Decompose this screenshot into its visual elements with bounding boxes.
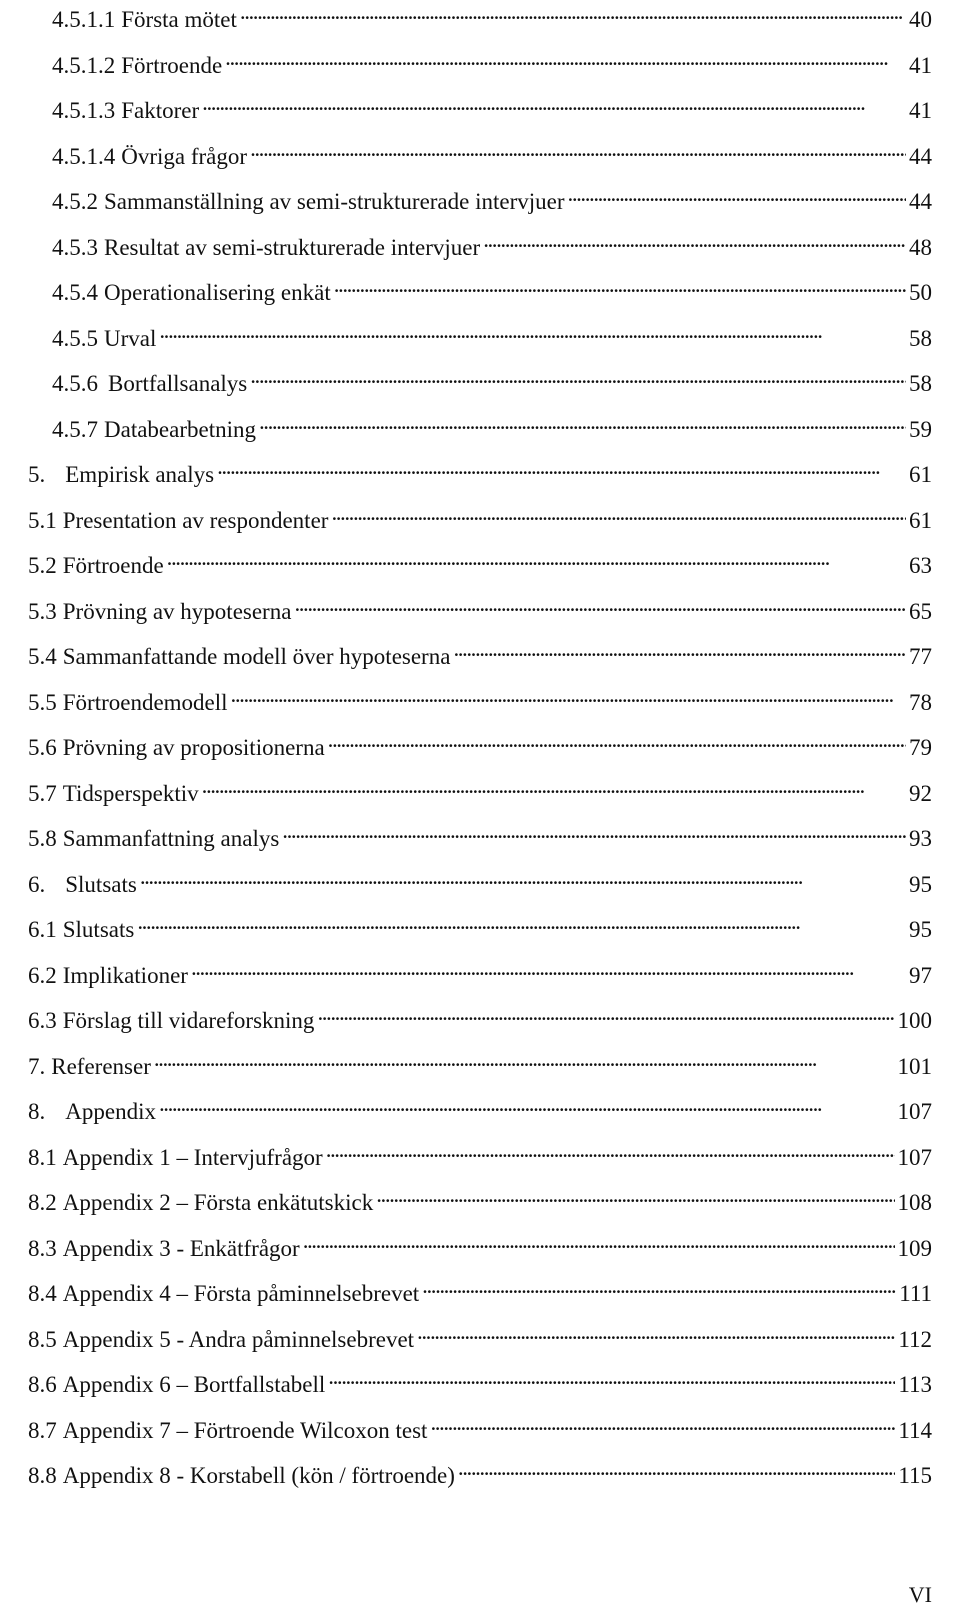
toc-entry-number: 4.5.3 [52,235,98,260]
toc-entry[interactable] [28,498,932,533]
toc-entry-number: 4.5.1.4 [52,144,116,169]
toc-entry-title: Förtroende [121,53,223,78]
toc-entry[interactable] [28,1453,932,1488]
toc-entry-page-number: 40 [909,7,932,32]
toc-entry-text [28,1461,455,1491]
toc-dot-leader [191,953,906,983]
toc-entry-title: Tidsperspektiv [62,781,199,806]
toc-entry-text [28,779,199,809]
toc-entry-title: Appendix 6 – Bortfallstabell [62,1372,326,1397]
toc-entry-page-number: 78 [909,690,932,715]
toc-entry-title: Referenser [51,1054,151,1079]
toc-entry-title: Appendix 7 – Förtroende Wilcoxon test [62,1418,428,1443]
toc-dot-leader [483,225,906,255]
toc-entry-page-number: 97 [909,963,932,988]
toc-entry-title: Övriga frågor [121,144,248,169]
toc-entry-title: Förslag till vidareforskning [62,1008,315,1033]
toc-entry-title: Databearbetning [104,417,256,442]
toc-entry-text [28,460,214,490]
toc-dot-leader [326,1135,895,1165]
toc-dot-leader [250,361,906,391]
toc-entry-page-number: 63 [909,553,932,578]
toc-entry-title: Sammanställning av semi-strukturerade intervjuer [104,189,565,214]
toc-entry-text [52,369,247,399]
toc-entry-number: 4.5.1.2 [52,53,116,78]
toc-entry-title: Resultat av semi-strukturerade intervjuer [104,235,481,260]
toc-entry[interactable] [28,589,932,624]
toc-entry-number: 6.1 [28,917,57,942]
toc-entry-number: 8.3 [28,1236,57,1261]
toc-dot-leader [140,862,906,892]
toc-entry-page-number: 44 [909,189,932,214]
toc-entry-text [28,1370,325,1400]
toc-entry-page-number: 50 [909,280,932,305]
toc-entry-title: Sammanfattande modell över hypoteserna [62,644,451,669]
toc-entry[interactable] [28,771,932,806]
toc-entry-number: 8.5 [28,1327,57,1352]
toc-entry-number: 5.3 [28,599,57,624]
toc-entry[interactable] [52,361,932,396]
toc-dot-leader [282,816,906,846]
toc-entry[interactable] [28,1317,932,1352]
toc-entry-text [28,824,279,854]
toc-entry-page-number: 107 [897,1099,932,1124]
toc-dot-leader [317,998,894,1028]
toc-entry-number: 5.8 [28,826,57,851]
toc-entry-title: Förtroendemodell [62,690,228,715]
toc-entry[interactable] [52,270,932,305]
toc-entry[interactable] [28,1135,932,1170]
toc-entry[interactable] [52,316,932,351]
toc-entry-title: Appendix 2 – Första enkätutskick [62,1190,374,1215]
toc-entry-title: Prövning av propositionerna [62,735,325,760]
toc-entry-text [52,187,565,217]
toc-entry-text [28,1325,414,1355]
toc-entry-page-number: 100 [897,1008,932,1033]
toc-dot-leader [231,680,906,710]
toc-entry-title: Bortfallsanalys [108,371,248,396]
toc-dot-leader [376,1180,894,1210]
toc-dot-leader [422,1271,896,1301]
toc-dot-leader [294,589,906,619]
toc-entry-number: 8.7 [28,1418,57,1443]
toc-entry-text [28,688,228,718]
toc-entry[interactable] [28,1180,932,1215]
toc-entry-title: Appendix 1 – Intervjufrågor [62,1145,323,1170]
toc-entry[interactable] [52,0,932,32]
toc-entry-text [52,278,331,308]
toc-dot-leader [328,1362,895,1392]
toc-entry-text [28,1052,151,1082]
toc-entry-text [52,5,237,35]
toc-entry[interactable] [28,725,932,760]
toc-entry-number: 4.5.4 [52,280,98,305]
toc-entry-text [28,1234,300,1264]
toc-entry-page-number: 59 [909,417,932,442]
toc-entry-number: 4.5.5 [52,326,98,351]
toc-entry-title: Empirisk analys [65,462,215,487]
toc-dot-leader [240,0,906,27]
toc-entry-number: 4.5.1.1 [52,7,116,32]
toc-dot-leader [259,407,906,437]
toc-entry-page-number: 48 [909,235,932,260]
toc-dot-leader [202,88,906,118]
toc-entry-text [28,870,137,900]
toc-entry-page-number: 111 [899,1281,932,1306]
toc-dot-leader [159,1089,895,1119]
toc-entry-page-number: 95 [909,917,932,942]
toc-dot-leader [217,452,906,482]
toc-entry-title: Appendix 8 - Korstabell (kön / förtroende) [62,1463,455,1488]
toc-entry[interactable] [28,907,932,942]
toc-entry[interactable] [52,407,932,442]
toc-entry-number: 4.5.6 [52,371,98,396]
toc-entry-text [28,1006,314,1036]
toc-dot-leader [303,1226,895,1256]
toc-entry-text [52,415,256,445]
toc-entry[interactable] [28,634,932,669]
toc-entry-text [28,1188,373,1218]
toc-entry-number: 5.5 [28,690,57,715]
toc-entry-title: Operationalisering enkät [104,280,331,305]
toc-entry-number: 8.8 [28,1463,57,1488]
toc-entry-text [28,1416,427,1446]
toc-entry-text [28,1143,323,1173]
toc-entry-number: 5. [28,462,46,487]
toc-dot-leader [334,270,906,300]
toc-entry-page-number: 112 [898,1327,932,1352]
toc-entry-title: Appendix [65,1099,156,1124]
toc-entry[interactable] [28,862,932,897]
toc-entry-text [28,506,328,536]
toc-entry-page-number: 92 [909,781,932,806]
toc-entry-page-number: 58 [909,326,932,351]
toc-entry-number: 8. [28,1099,46,1124]
toc-entry-text [28,1097,156,1127]
toc-dot-leader [328,725,906,755]
toc-entry[interactable] [52,88,932,123]
toc-entry-text [52,51,222,81]
toc-entry-page-number: 58 [909,371,932,396]
toc-entry-page-number: 115 [898,1463,932,1488]
toc-dot-leader [458,1453,895,1483]
toc-dot-leader [137,907,906,937]
toc-dot-leader [167,543,906,573]
toc-entry-number: 8.1 [28,1145,57,1170]
toc-entry-page-number: 77 [909,644,932,669]
toc-entry-page-number: 107 [897,1145,932,1170]
toc-entry[interactable] [28,1044,932,1079]
toc-entry-title: Sammanfattning analys [62,826,280,851]
toc-entry[interactable] [28,680,932,715]
toc-entry-title: Presentation av respondenter [62,508,329,533]
toc-entry-number: 8.2 [28,1190,57,1215]
toc-entry-number: 8.4 [28,1281,57,1306]
toc-dot-leader [417,1317,895,1347]
toc-entry-page-number: 61 [909,508,932,533]
toc-entry-number: 5.4 [28,644,57,669]
toc-entry-page-number: 79 [909,735,932,760]
toc-entry-title: Urval [104,326,157,351]
toc-entry-page-number: 44 [909,144,932,169]
toc-entry-number: 4.5.7 [52,417,98,442]
toc-entry-text [52,233,480,263]
toc-entry-title: Appendix 3 - Enkätfrågor [62,1236,300,1261]
toc-dot-leader [159,316,906,346]
toc-entry[interactable] [28,1271,932,1306]
toc-entry-text [52,142,247,172]
toc-entry-page-number: 61 [909,462,932,487]
toc-entry-title: Implikationer [62,963,188,988]
toc-entry-text [28,915,134,945]
toc-entry-page-number: 109 [897,1236,932,1261]
toc-entry-title: Appendix 4 – Första påminnelsebrevet [62,1281,420,1306]
toc-dot-leader [225,43,906,73]
toc-dot-leader [430,1408,895,1438]
toc-dot-leader [154,1044,895,1074]
toc-entry-number: 6. [28,872,46,897]
toc-entry-title: Slutsats [65,872,137,897]
toc-entry-title: Faktorer [121,98,200,123]
toc-entry-text [28,551,164,581]
toc-entry-page-number: 113 [898,1372,932,1397]
toc-entry[interactable] [52,43,932,78]
toc-entry-text [52,96,199,126]
toc-entry-text [52,324,156,354]
toc-entry-text [28,1279,419,1309]
toc-entry[interactable] [28,1362,932,1397]
toc-entry-page-number: 65 [909,599,932,624]
toc-entry[interactable] [28,816,932,851]
toc-entry-number: 5.6 [28,735,57,760]
toc-entry-title: Första mötet [121,7,237,32]
toc-entry-title: Prövning av hypoteserna [62,599,292,624]
toc-entry-number: 6.3 [28,1008,57,1033]
toc-entry[interactable] [52,225,932,260]
toc-entry[interactable] [28,452,932,487]
toc-entry-number: 4.5.1.3 [52,98,116,123]
toc-entry-number: 7. [28,1054,46,1079]
toc-entry-number: 6.2 [28,963,57,988]
toc-entry[interactable] [28,1408,932,1443]
toc-dot-leader [202,771,906,801]
toc-entry[interactable] [52,179,932,214]
toc-entry-page-number: 41 [909,53,932,78]
toc-entry-number: 5.1 [28,508,57,533]
toc-entry[interactable] [28,1226,932,1261]
toc-entry-page-number: 114 [898,1418,932,1443]
toc-entry[interactable] [28,543,932,578]
toc-dot-leader [331,498,906,528]
toc-entry-page-number: 93 [909,826,932,851]
toc-dot-leader [453,634,906,664]
toc-entry-text [28,642,450,672]
toc-entry[interactable] [28,998,932,1033]
toc-entry-text [28,961,188,991]
toc-entry-text [28,597,291,627]
toc-entry-page-number: 41 [909,98,932,123]
toc-dot-leader [250,134,906,164]
toc-entry-number: 5.7 [28,781,57,806]
toc-entry-number: 4.5.2 [52,189,98,214]
toc-entry[interactable] [28,1089,932,1124]
toc-dot-leader [568,179,906,209]
toc-entry-page-number: 101 [897,1054,932,1079]
toc-entry[interactable] [28,953,932,988]
toc-entry-number: 8.6 [28,1372,57,1397]
page-number-footer: VI [908,1582,932,1607]
toc-entry-page-number: 108 [897,1190,932,1215]
toc-entry-title: Förtroende [62,553,164,578]
toc-entry-title: Appendix 5 - Andra påminnelsebrevet [62,1327,415,1352]
toc-entry-number: 5.2 [28,553,57,578]
toc-entry[interactable] [52,134,932,169]
toc-entry-page-number: 95 [909,872,932,897]
toc-entry-text [28,733,325,763]
toc-entry-title: Slutsats [62,917,135,942]
